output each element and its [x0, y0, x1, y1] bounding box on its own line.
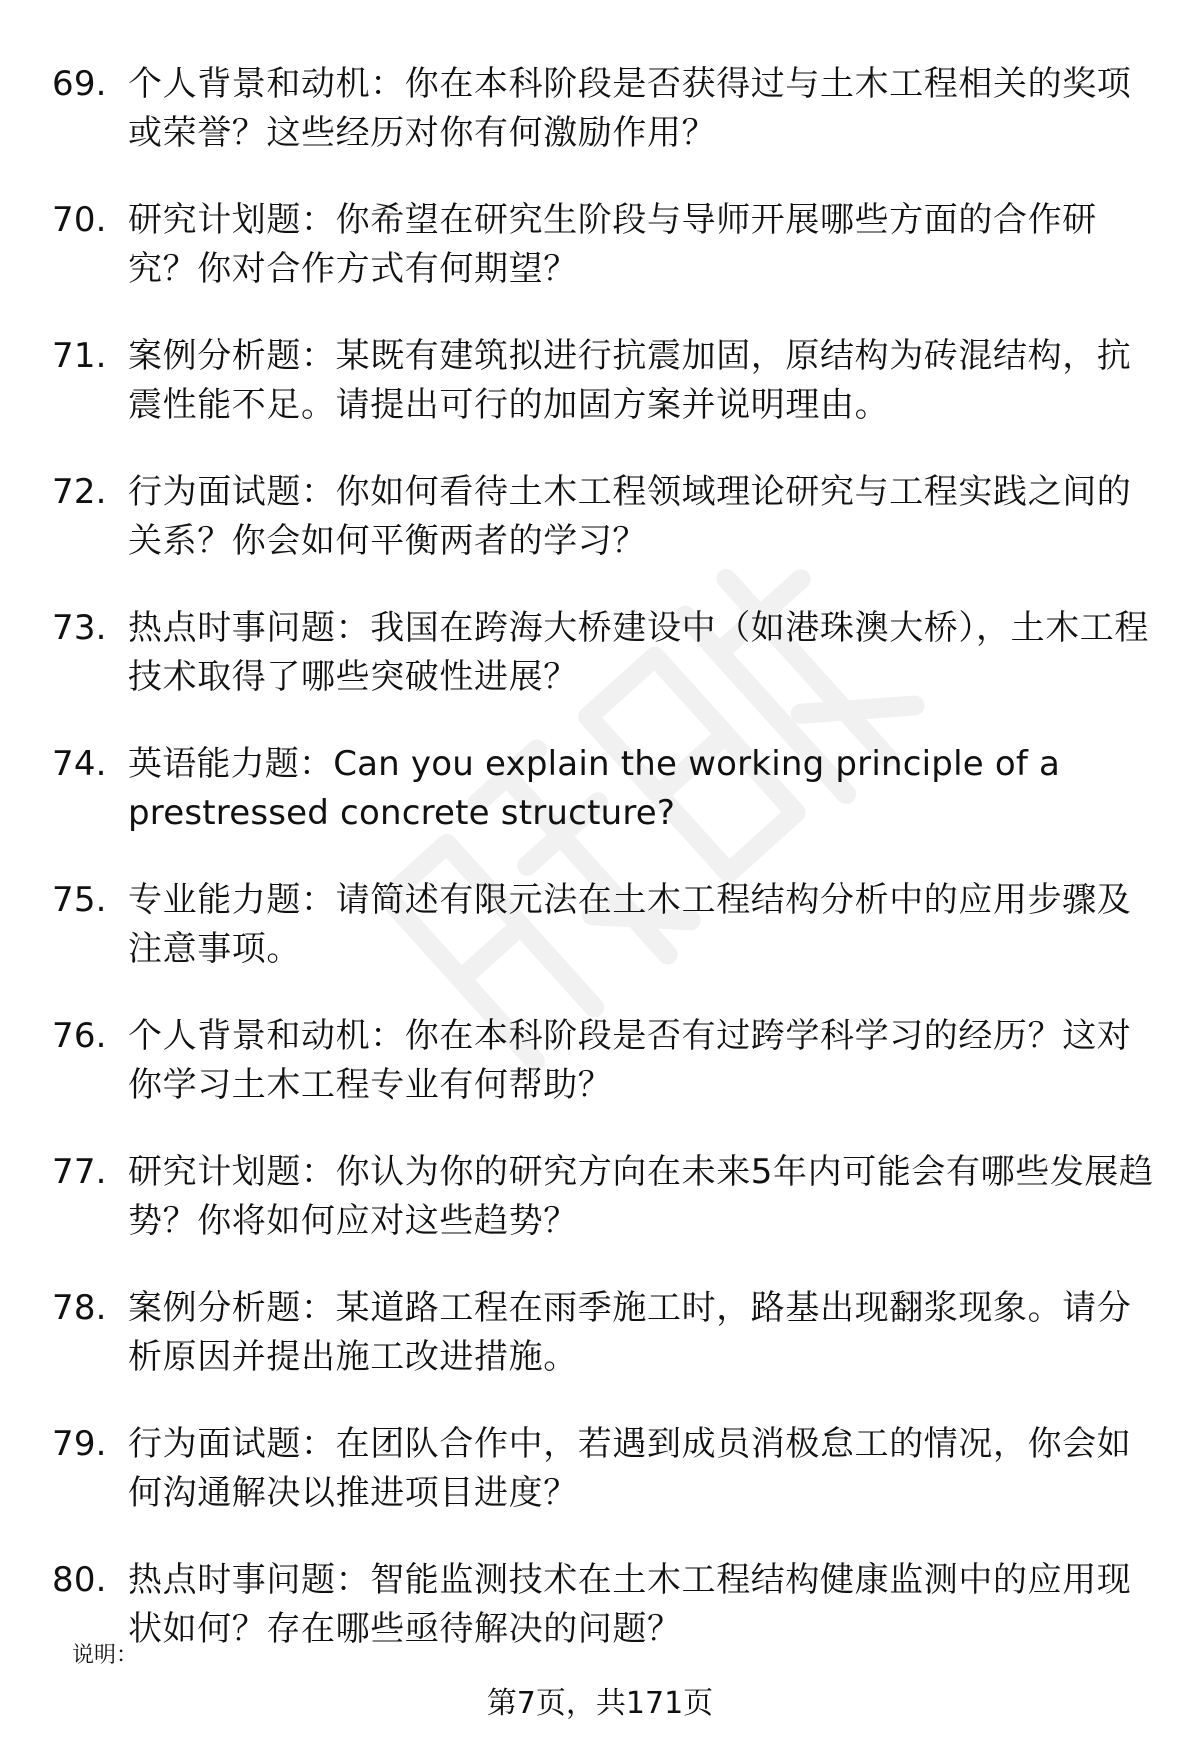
question-number: 77.	[52, 1152, 107, 1192]
question-number: 80.	[52, 1560, 107, 1600]
question-text: 研究计划题：你希望在研究生阶段与导师开展哪些方面的合作研究？你对合作方式有何期望？	[128, 200, 1097, 289]
question-item-80	[52, 1556, 1162, 1654]
question-item-79	[52, 1420, 1162, 1518]
question-text: 行为面试题：你如何看待土木工程领域理论研究与工程实践之间的关系？你会如何平衡两者的学习？	[128, 472, 1132, 561]
question-item-78	[52, 1284, 1162, 1382]
page-footer: 第7页，共171页	[486, 1686, 714, 1721]
question-number: 73.	[52, 608, 107, 648]
question-item-69	[52, 60, 1162, 158]
question-text: 行为面试题：在团队合作中，若遇到成员消极怠工的情况，你会如何沟通解决以推进项目进度？	[128, 1424, 1132, 1513]
question-text: 热点时事问题：我国在跨海大桥建设中（如港珠澳大桥），土木工程技术取得了哪些突破性进展？	[128, 608, 1149, 697]
question-item-72	[52, 468, 1162, 566]
question-number: 79.	[52, 1424, 107, 1464]
question-text: 热点时事问题：智能监测技术在土木工程结构健康监测中的应用现状如何？存在哪些亟待解决的问题？	[128, 1560, 1132, 1649]
question-text: 案例分析题：某道路工程在雨季施工时，路基出现翻浆现象。请分析原因并提出施工改进措施。	[128, 1288, 1132, 1377]
question-list	[52, 60, 1162, 1692]
question-item-74	[52, 740, 1162, 838]
question-text: 专业能力题：请简述有限元法在土木工程结构分析中的应用步骤及注意事项。	[128, 880, 1132, 969]
question-item-75	[52, 876, 1162, 974]
question-text: 个人背景和动机：你在本科阶段是否有过跨学科学习的经历？这对你学习土木工程专业有何帮助？	[128, 1016, 1132, 1105]
question-number: 69.	[52, 64, 107, 104]
question-text: 研究计划题：你认为你的研究方向在未来5年内可能会有哪些发展趋势？你将如何应对这些趋势？	[128, 1152, 1154, 1241]
question-item-71	[52, 332, 1162, 430]
question-number: 75.	[52, 880, 107, 920]
question-number: 76.	[52, 1016, 107, 1056]
question-text: 个人背景和动机：你在本科阶段是否获得过与土木工程相关的奖项或荣誉？这些经历对你有何激励作用？	[128, 64, 1132, 153]
question-text: 英语能力题：Can you explain the working principle of a prestressed concrete structure?	[128, 744, 1061, 833]
question-number: 78.	[52, 1288, 107, 1328]
question-item-73	[52, 604, 1162, 702]
question-number: 72.	[52, 472, 107, 512]
question-item-76	[52, 1012, 1162, 1110]
note-label: 说明：	[72, 1643, 139, 1668]
question-item-70	[52, 196, 1162, 294]
question-number: 71.	[52, 336, 107, 376]
question-text: 案例分析题：某既有建筑拟进行抗震加固，原结构为砖混结构，抗震性能不足。请提出可行的加固方案并说明理由。	[128, 336, 1132, 425]
question-number: 74.	[52, 744, 107, 784]
question-item-77	[52, 1148, 1162, 1246]
question-number: 70.	[52, 200, 107, 240]
